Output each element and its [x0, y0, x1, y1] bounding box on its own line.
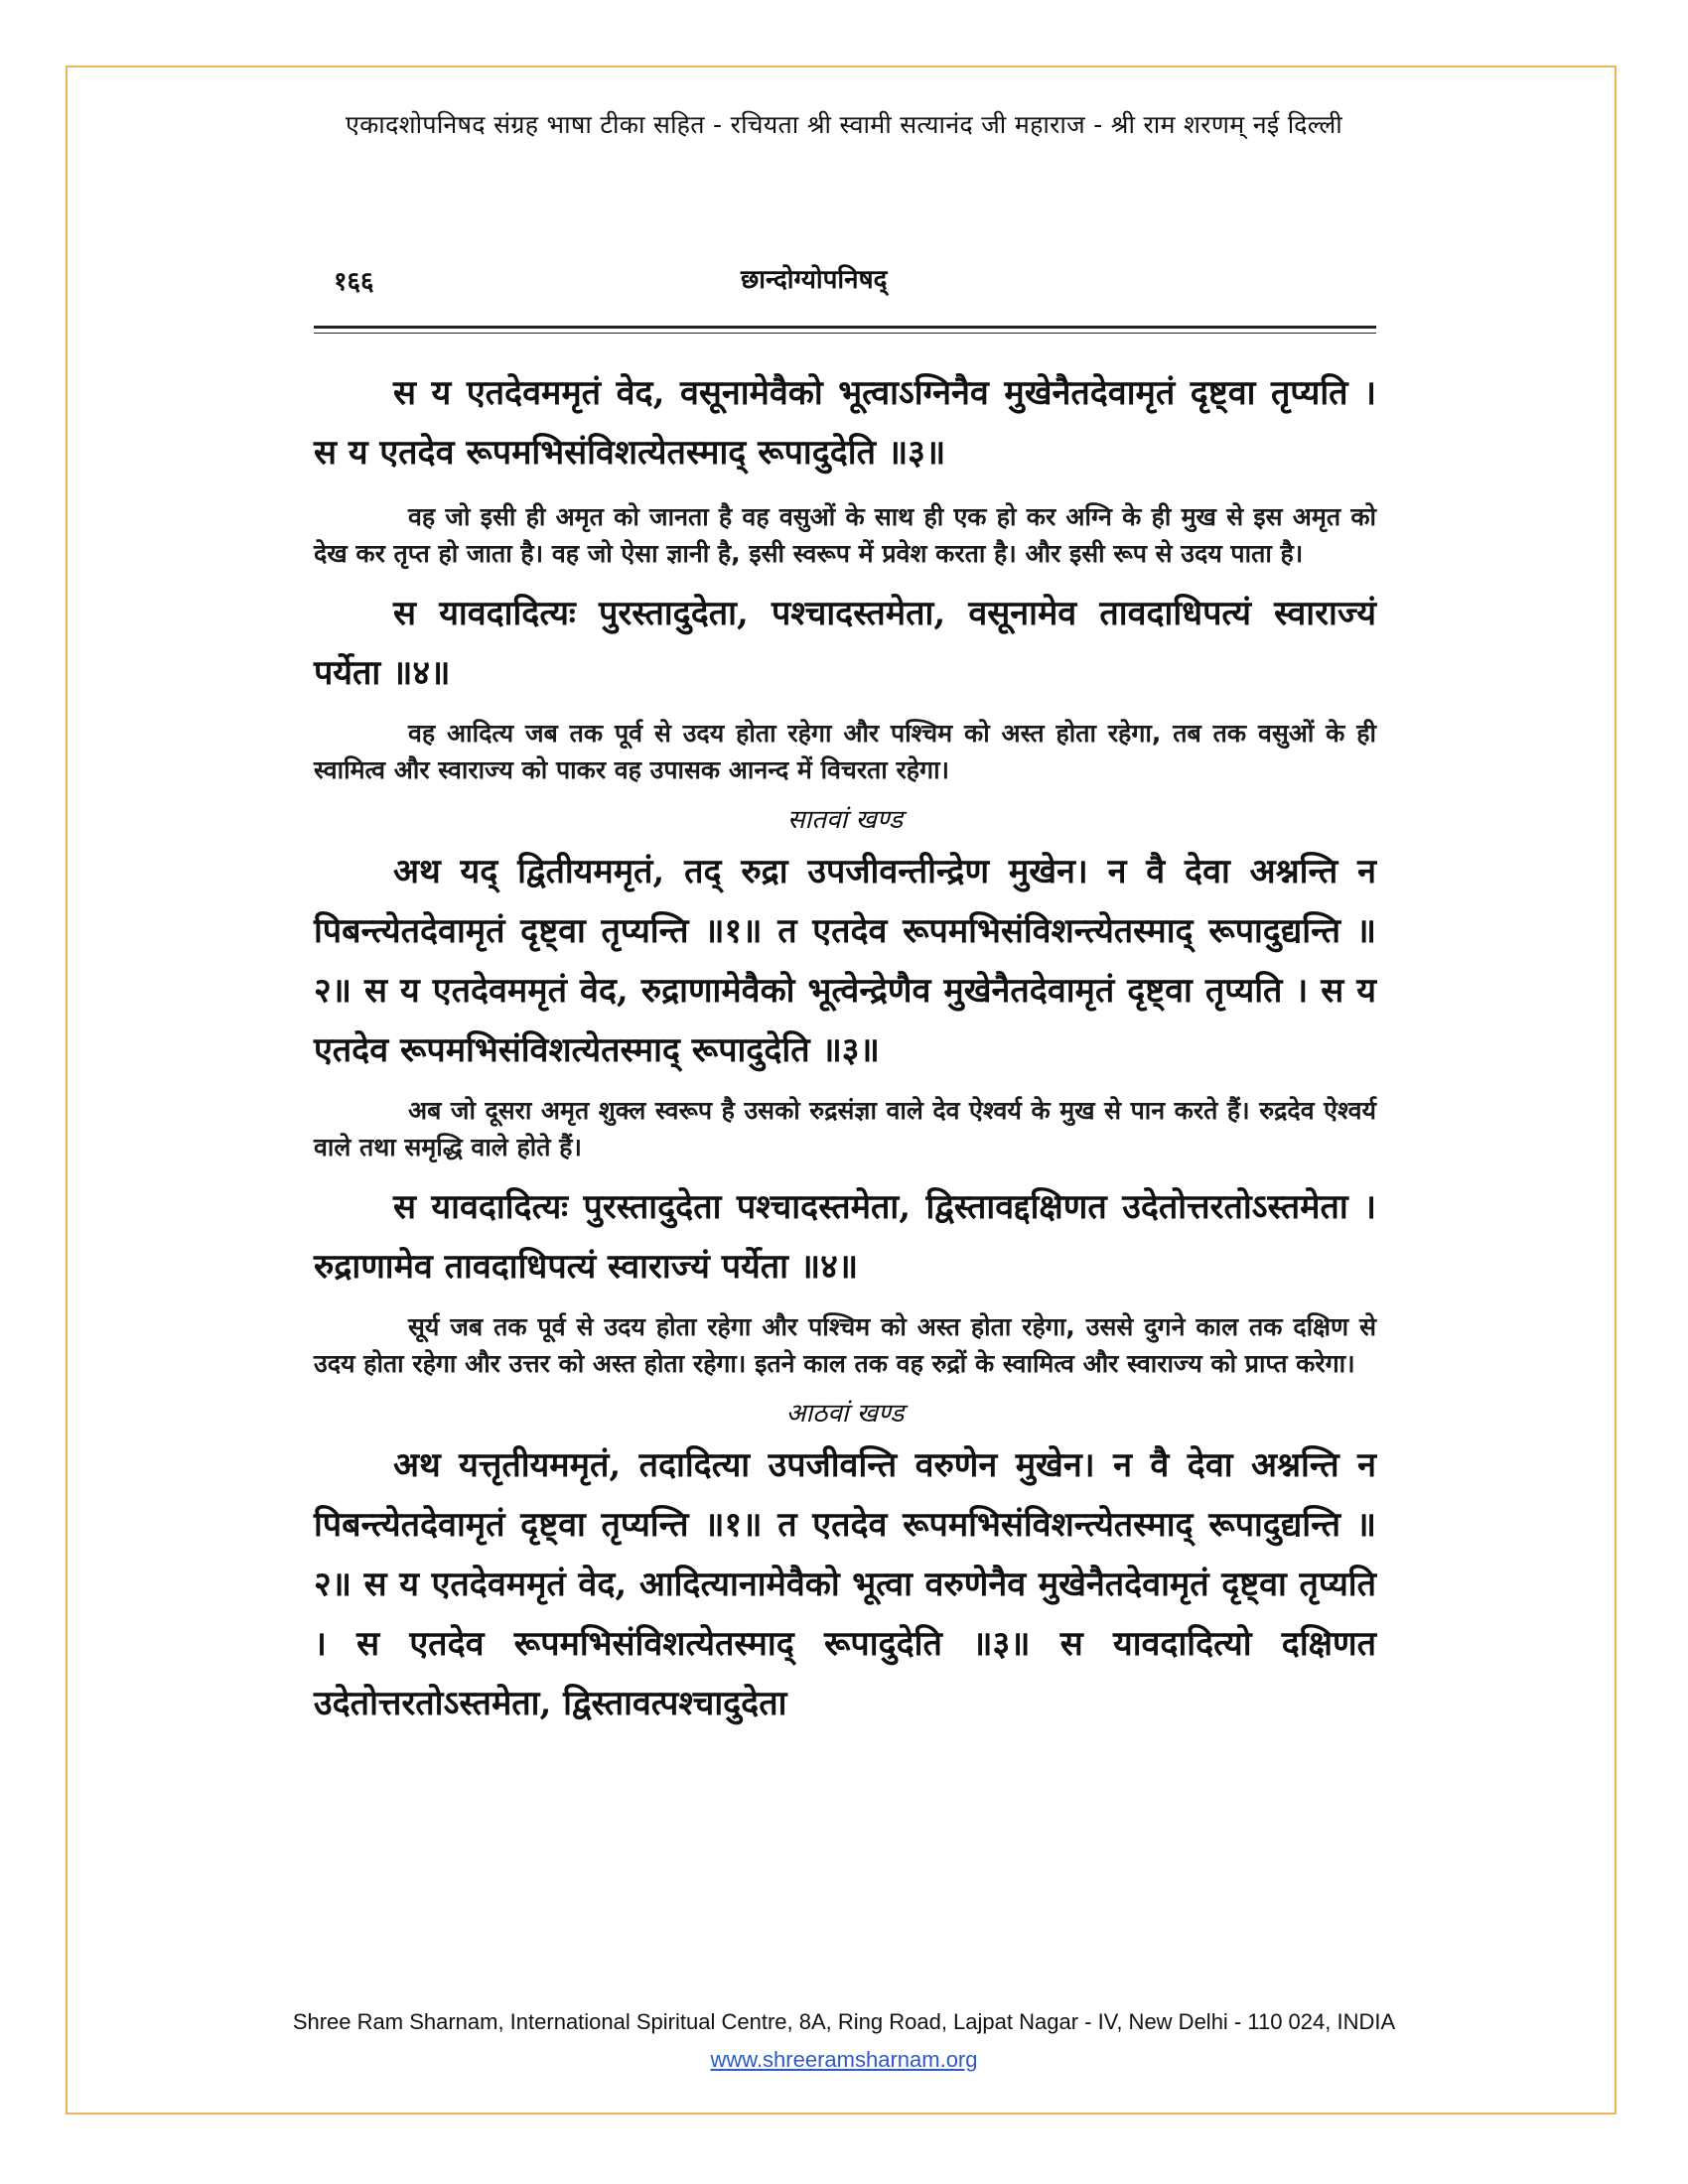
footer-website-link[interactable]: www.shreeramsharnam.org [710, 2047, 978, 2072]
verse-block: अथ यत्तृतीयममृतं, तदादित्या उपजीवन्ति वरुणेन मुखेन। न वै देवा अश्नन्ति न पिबन्त्येतदेवामृतं दृष्ट्वा तृप्यन्ति ॥१॥ त एतदेव रूपमभिसंविशन्त्येतस्माद् रूपादुद्यन्ति ॥२॥ स य एतदेवममृतं वेद, आदित्यानामेवैको भूत्वा वरुणेनैव मुखेनैतदेवामृतं दृष्ट्वा तृप्यति । स एतदेव रूपमभिसंविशत्येतस्माद् रूपादुदेति ॥३॥ स यावदादित्यो दक्षिणत उदेतोत्तरतोऽस्तमेता, द्विस्तावत्पश्चादुदेता [314, 1445, 1376, 1723]
verse-block: स यावदादित्यः पुरस्तादुदेता पश्चादस्तमेता, द्विस्तावद्दक्षिणत उदेतोत्तरतोऽस्तमेता । रुद्राणामेव तावदाधिपत्यं स्वाराज्यं पर्येता ॥४॥ [314, 1187, 1376, 1287]
section-heading: आठवां खण्ड [785, 1399, 905, 1429]
translation-block: सूर्य जब तक पूर्व से उदय होता रहेगा और पश्चिम को अस्त होता रहेगा, उससे दुगने काल तक दक्षिण से उदय होता रहेगा और उत्तर को अस्त होता रहेगा। इतने काल तक वह रुद्रों के स्वामित्व और स्वाराज्य को प्राप्त करेगा। [314, 1312, 1376, 1378]
translation-block: अब जो दूसरा अमृत शुक्ल स्वरूप है उसको रुद्रसंज्ञा वाले देव ऐश्वर्य के मुख से पान करते हैं। रुद्रदेव ऐश्वर्य वाले तथा समृद्धि वाले होते हैं। [314, 1096, 1376, 1161]
translation-block: वह जो इसी ही अमृत को जानता है वह वसुओं के साथ ही एक हो कर अग्नि के ही मुख से इस अमृत को देख कर तृप्त हो जाता है। वह जो ऐसा ज्ञानी है, इसी स्वरूप में प्रवेश करता है। और इसी रूप से उदय पाता है। [314, 502, 1376, 568]
header-rule-thin [314, 333, 1376, 334]
scanned-page [314, 256, 1376, 1733]
running-title: छान्दोग्योपनिषद् [741, 265, 888, 295]
scan-running-head [314, 256, 1376, 306]
verse-block: स य एतदेवममृतं वेद, वसूनामेवैको भूत्वाऽग्निनैव मुखेनैतदेवामृतं दृष्ट्वा तृप्यति । स य एतदेव रूपमभिसंविशत्येतस्माद् रूपादुदेति ॥३॥ [314, 373, 1376, 473]
translation-block: वह आदित्य जब तक पूर्व से उदय होता रहेगा और पश्चिम को अस्त होता रहेगा, तब तक वसुओं के ही स्वामित्व और स्वाराज्य को पाकर वह उपासक आनन्द में विचरता रहेगा। [314, 719, 1376, 784]
section-heading: सातवां खण्ड [786, 805, 904, 835]
header-rule [314, 326, 1376, 329]
page-number: १६६ [334, 267, 374, 297]
verse-block: स यावदादित्यः पुरस्तादुदेता, पश्चादस्तमेता, वसूनामेव तावदाधिपत्यं स्वाराज्यं पर्येता ॥४॥ [314, 594, 1376, 693]
footer-address: Shree Ram Sharnam, International Spiritual Centre, 8A, Ring Road, Lajpat Nagar - IV, New Delhi - 110 024, INDIA [292, 2009, 1396, 2034]
document-header: एकादशोपनिषद संग्रह भाषा टीका सहित - रचियता श्री स्वामी सत्यानंद जी महाराज - श्री राम शरणम् नई दिल्ली [345, 110, 1343, 139]
verse-block: अथ यद् द्वितीयममृतं, तद् रुद्रा उपजीवन्तीन्द्रेण मुखेन। न वै देवा अश्नन्ति न पिबन्त्येतदेवामृतं दृष्ट्वा तृप्यन्ति ॥१॥ त एतदेव रूपमभिसंविशन्त्येतस्माद् रूपादुद्यन्ति ॥२॥ स य एतदेवममृतं वेद, रुद्राणामेवैको भूत्वेन्द्रेणैव मुखेनैतदेवामृतं दृष्ट्वा तृप्यति । स य एतदेव रूपमभिसंविशत्येतस्माद् रूपादुदेति ॥३॥ [314, 852, 1376, 1070]
